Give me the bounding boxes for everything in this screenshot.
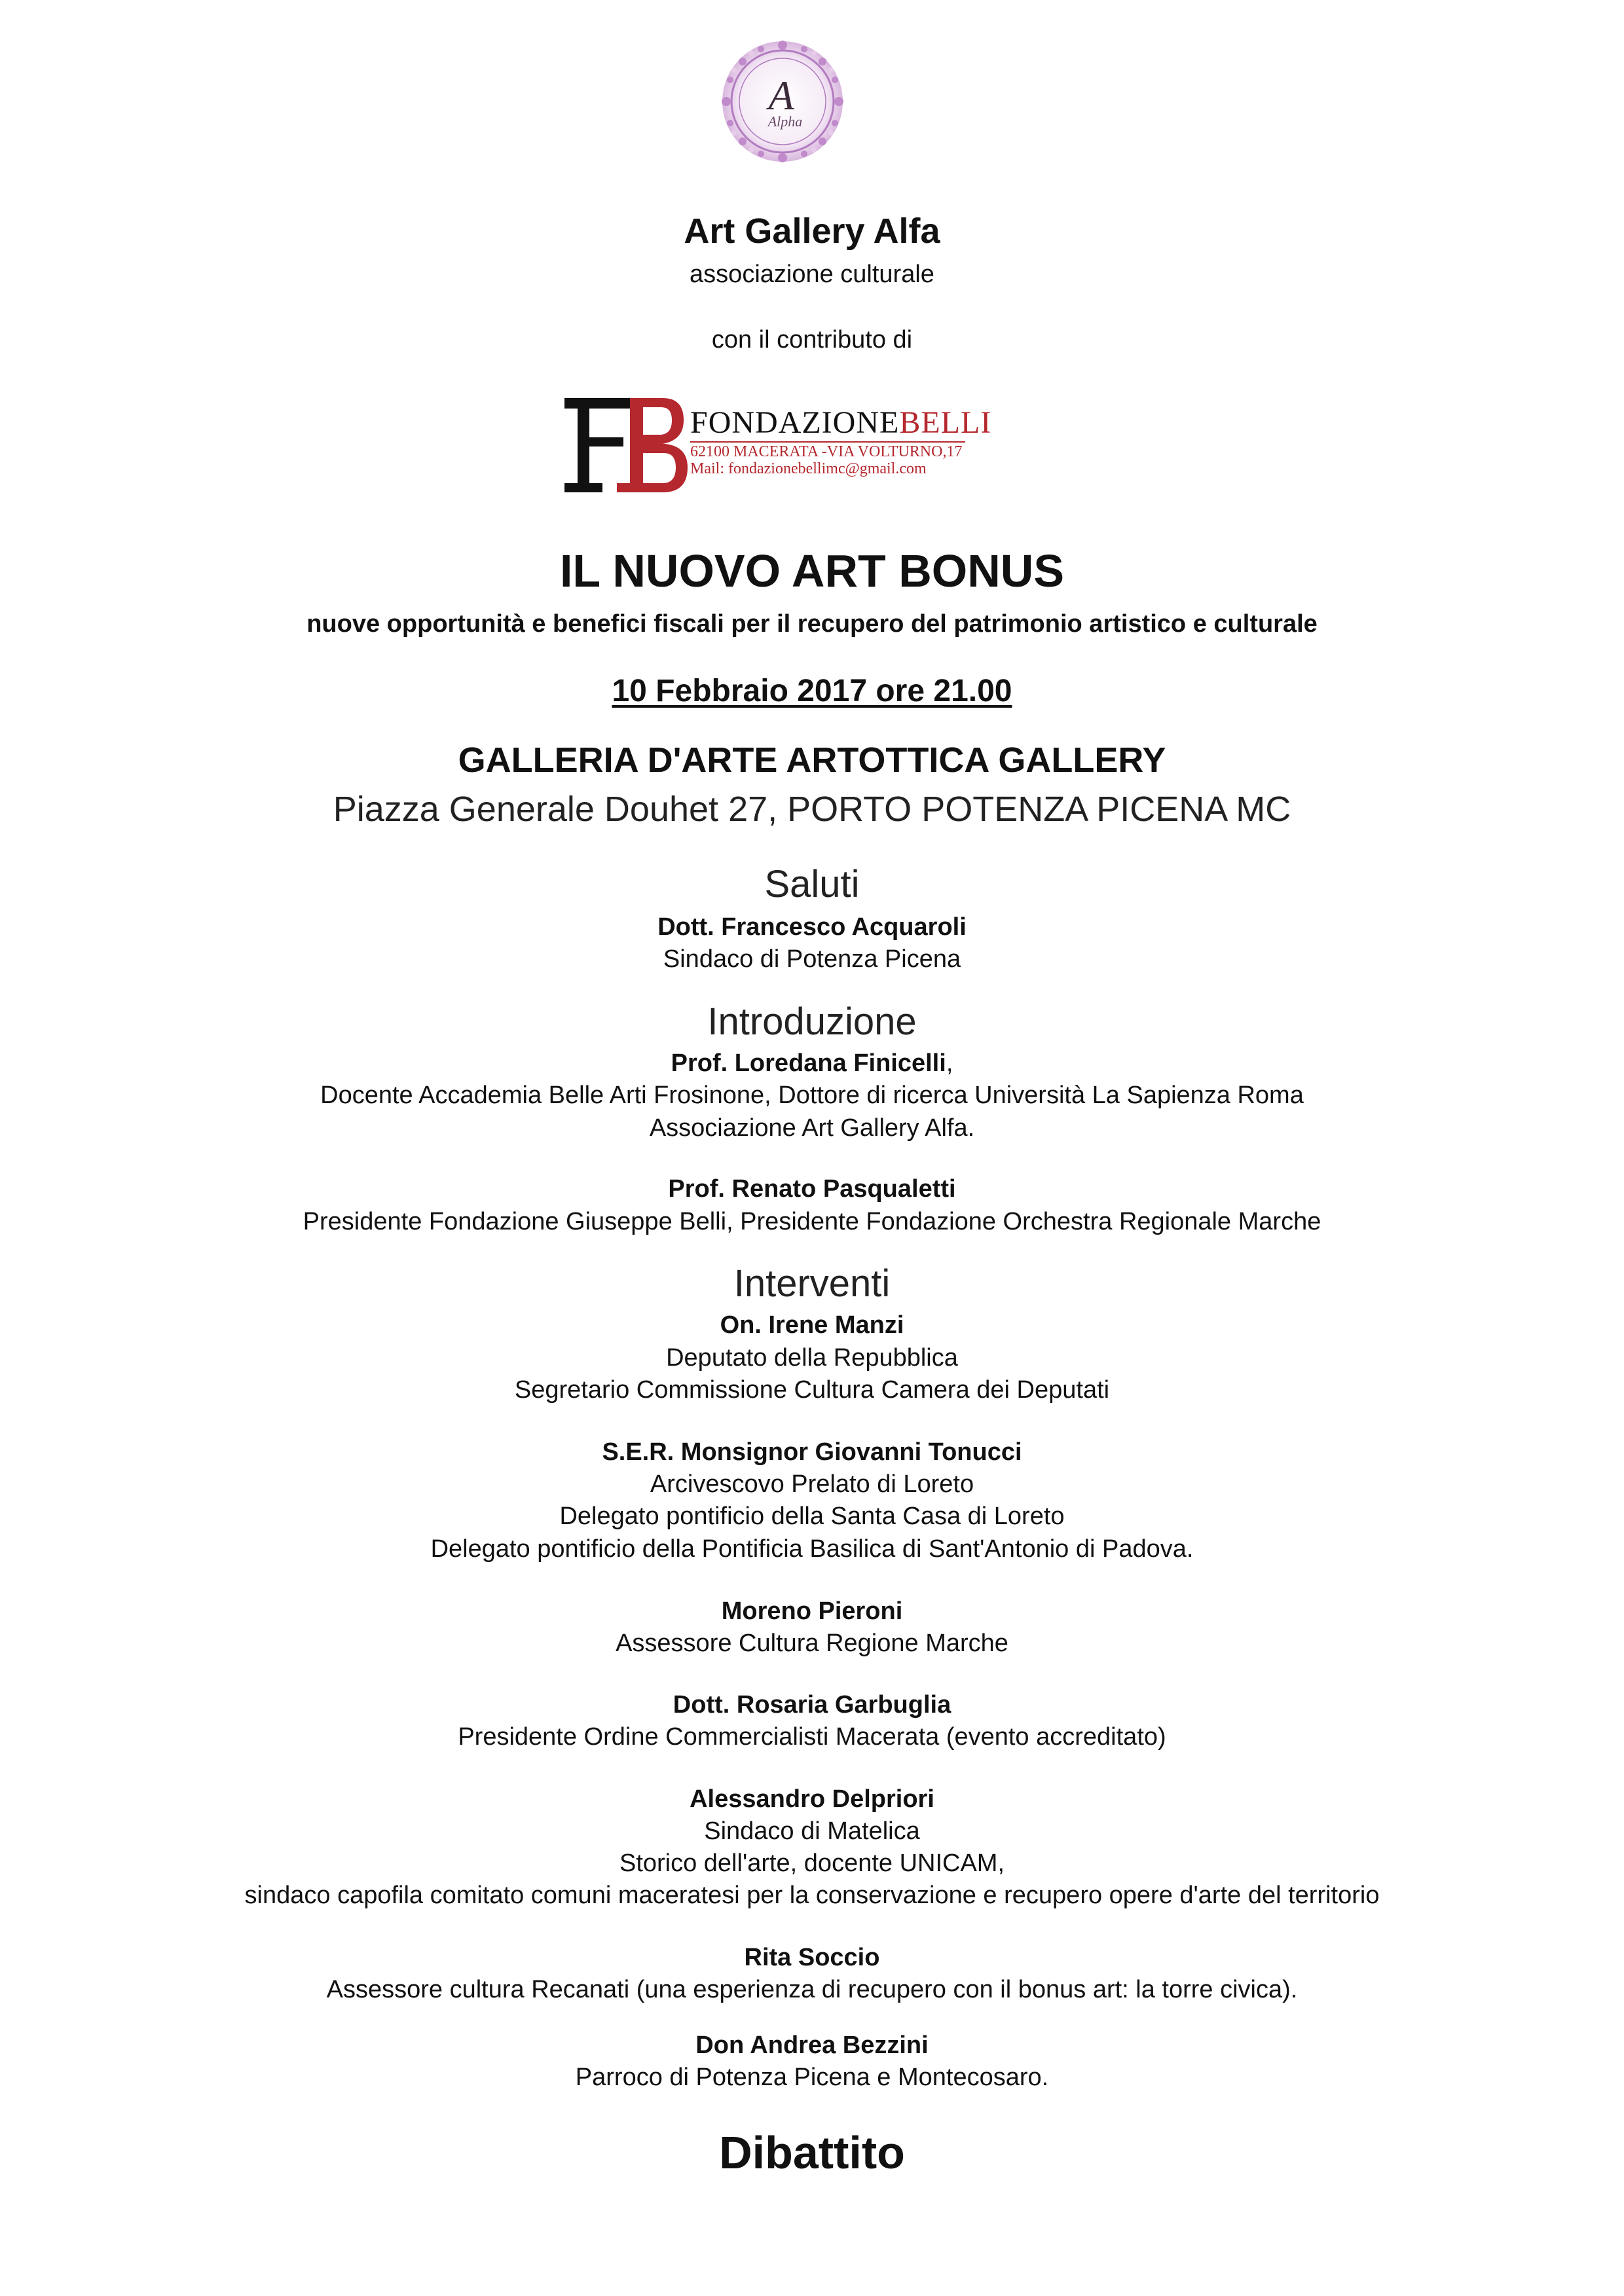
speaker-role: Delegato pontificio della Santa Casa di Loreto <box>559 1503 1065 1530</box>
fondazione-belli-address: 62100 MACERATA -VIA VOLTURNO,17 <box>690 443 963 460</box>
interventi-heading: Interventi <box>733 1262 891 1305</box>
speaker-role: Assessore cultura Recanati (una esperienza di recupero con il bonus art: la torre civica). <box>326 1976 1298 2003</box>
fondazione-belli-logo <box>564 393 992 498</box>
org-name: Art Gallery Alfa <box>684 211 940 251</box>
speaker-name: Dott. Rosaria Garbuglia <box>673 1691 951 1719</box>
fondazione-belli-name: FONDAZIONEBELLI <box>690 405 992 440</box>
svg-text:Alpha: Alpha <box>767 113 803 130</box>
intro-speaker-1-name: Prof. Loredana Finicelli, <box>671 1049 953 1077</box>
contribution-note: con il contributo di <box>711 326 913 354</box>
speaker-role: Segretario Commissione Cultura Camera dei Deputati <box>514 1376 1110 1404</box>
art-gallery-alfa-logo-icon <box>717 36 848 167</box>
event-venue: GALLERIA D'ARTE ARTOTTICA GALLERY <box>458 740 1166 780</box>
event-title: IL NUOVO ART BONUS <box>559 545 1065 596</box>
speaker-role: Storico dell'arte, docente UNICAM, <box>619 1850 1005 1877</box>
speaker-name: Don Andrea Bezzini <box>695 2032 929 2059</box>
speaker-role: sindaco capofila comitato comuni maceratesi per la conservazione e recupero opere d'arte del territorio <box>244 1882 1380 1909</box>
speaker-role: Arcivescovo Prelato di Loreto <box>650 1470 974 1498</box>
org-type: associazione culturale <box>690 261 934 288</box>
intro-speaker-1-line: Docente Accademia Belle Arti Frosinone, Dottore di ricerca Università La Sapienza Roma <box>320 1082 1304 1109</box>
event-subtitle: nuove opportunità e benefici fiscali per il recupero del patrimonio artistico e culturale <box>306 610 1318 638</box>
fondazione-belli-mail: Mail: fondazionebellimc@gmail.com <box>690 460 927 477</box>
saluti-speaker-name: Dott. Francesco Acquaroli <box>657 913 967 941</box>
intro-speaker-2-name: Prof. Renato Pasqualetti <box>668 1175 956 1203</box>
svg-text:A: A <box>768 72 794 118</box>
intro-speaker-1-line: Associazione Art Gallery Alfa. <box>649 1114 975 1142</box>
introduzione-heading: Introduzione <box>707 1000 917 1043</box>
speaker-name: Moreno Pieroni <box>721 1597 903 1625</box>
saluti-speaker-role: Sindaco di Potenza Picena <box>663 945 961 973</box>
event-date: 10 Febbraio 2017 ore 21.00 <box>612 674 1012 708</box>
saluti-heading: Saluti <box>764 863 860 905</box>
speaker-role: Delegato pontificio della Pontificia Basilica di Sant'Antonio di Padova. <box>430 1535 1194 1563</box>
speaker-name: On. Irene Manzi <box>720 1311 904 1339</box>
speaker-name: Alessandro Delpriori <box>690 1785 934 1813</box>
speaker-role: Deputato della Repubblica <box>666 1344 958 1372</box>
fondazione-belli-rule <box>690 441 965 443</box>
speaker-role: Presidente Ordine Commercialisti Macerata (evento accreditato) <box>458 1723 1166 1751</box>
speaker-name: S.E.R. Monsignor Giovanni Tonucci <box>602 1438 1022 1466</box>
intro-speaker-2-line: Presidente Fondazione Giuseppe Belli, Presidente Fondazione Orchestra Regionale Marche <box>303 1208 1321 1235</box>
fondazione-belli-monogram-icon <box>564 393 689 498</box>
closing-dibattito: Dibattito <box>719 2127 905 2178</box>
speaker-role: Sindaco di Matelica <box>704 1817 920 1845</box>
speaker-role: Assessore Cultura Regione Marche <box>616 1630 1008 1657</box>
event-address: Piazza Generale Douhet 27, PORTO POTENZA PICENA MC <box>333 790 1291 829</box>
speaker-name: Rita Soccio <box>744 1944 880 1971</box>
speaker-role: Parroco di Potenza Picena e Montecosaro. <box>575 2064 1049 2091</box>
